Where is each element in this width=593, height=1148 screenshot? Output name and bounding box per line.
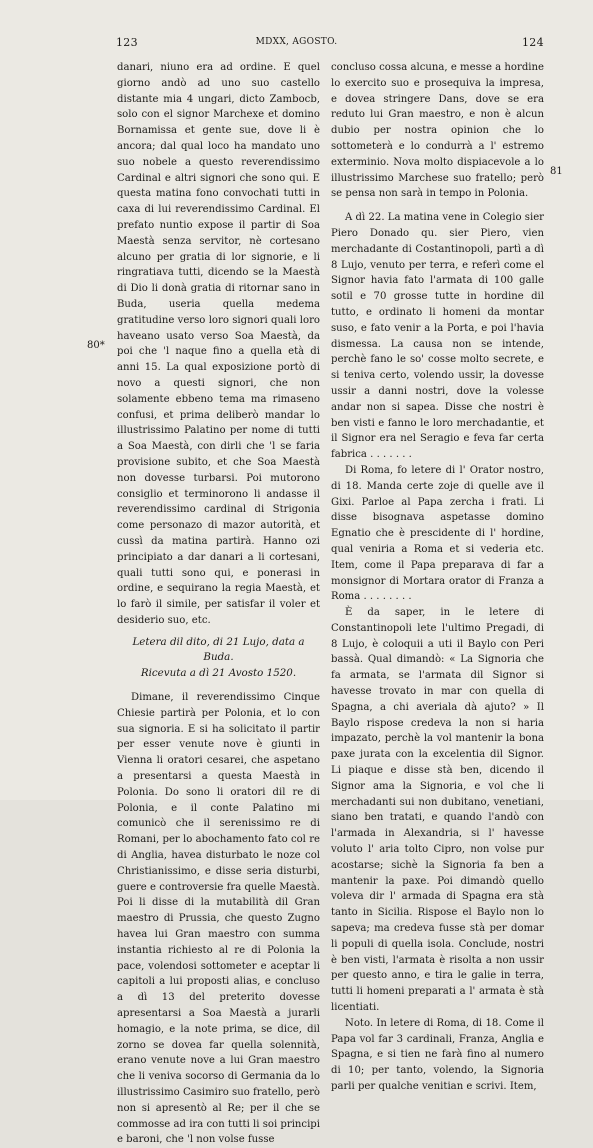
running-head: MDXX, AGOSTO. — [255, 37, 338, 47]
left-column — [117, 60, 320, 1148]
page-number-left: 123 — [116, 36, 138, 49]
letter-heading-line-1: Letera dil dito, di 21 Lujo, data a Buda. — [132, 635, 305, 664]
margin-column-number-left: 80* — [87, 340, 105, 351]
left-paragraph-2: Dimane, il reverendissimo Cinque Chiesie partirà per Polonia, et lo con sua signoria. E si ha solicitato il partir per esser venute nove è giunti in Vienna li oratori cesarei, che aspetano a presentarsi a questa Maestà in Polonia. Do sono li oratori dil re di Polonia, e il conte Palatino mi comunicò che il serenissimo re di Romani, per lo abochamento fato col re di Anglia, havea disturbato le noze col Christianissimo, e disse seria disturbi, guere e controversie fra quelle Maestà. Poi li disse di la mutabilità dil Gran maestro di Prussia, che questo Zugno havea lui Gran maestro con summa instantia richiesto al re di Polonia la pace, volendosi sottometer e aceptar li capitoli a lui proposti alias, e concluso a dì 13 del preterito dovesse apresentarsi a Soa Maestà a jurarli homagio, e la note prima, se dice, dil zorno se dovea far quella solennità, erano venute nove a lui Gran maestro che li veniva socorso di Germania da lo illustrissimo Casimiro suo fratello, però non si apresentò al Re; per il che se commosse ad ira con tutti li soi principi e baroni, che 'l non volse fusse — [117, 692, 320, 1146]
right-paragraph-4: È da saper, in le letere di Constantinopoli lete l'ultimo Pregadi, di 8 Lujo, è coloquii a uti il Baylo con Peri bassà. Qual dimandò: « La Signoria che fa armata, se l'armata dil Signor si havesse trovato in mar con quella di Spagna, a chi averiala dà ajuto? » Il Baylo rispose credeva la non si haria impazato, perchè la vol mantenir la bona paxe jurata con la excelentia dil Signor. Li piaque e disse stà ben, dicendo il Signor ama la Signoria, e vol che li merchadanti sui non dubitano, venetiani, siano ben tratati, e quando l'andò con l'armada in Alexandria, si l' havesse voluto l' aria tolto Cipro, non volse pur acostarse; sichè la Signoria fa ben a mantenir la paxe. Poi dimandò quello voleva dir l' armada di Spagna era stà tanto in Sicilia. Rispose el Baylo non lo sapeva; ma credeva fusse stà per domar li populi di quella isola. Conclude, nostri è ben visti, l'armata è risolta a non ussir per questo anno, e tira le galie in terra, tutti li homeni preparati a l' armata è stà licentiati. — [331, 607, 544, 1014]
letter-heading — [117, 635, 320, 682]
page-number-right: 124 — [522, 36, 544, 49]
right-paragraph-5: Noto. In letere di Roma, di 18. Come il Papa vol far 3 cardinali, Franza, Anglia e Spagna, e si tien ne farà fino al numero di 10; per tanto, volendo, la Signoria parli per qualche venitian e scrivi. Item, — [331, 1017, 544, 1092]
right-paragraph-2: A dì 22. La matina vene in Colegio sier Piero Donado qu. sier Piero, vien merchadante di Costantinopoli, partì a dì 8 Lujo, venuto per terra, e referì come el Signor havia fato l'armata di 100 galle sotil e 70 grosse tutte in hordine dil tutto, e ordinato li homeni da montar suso, e fato venir a la Porta, e poi l'havia dismessa. La causa non se intende, perchè fano le so' cosse molto secrete, e si teniva certo, volendo ussir, la dovesse ussir a danni nostri, dove la volesse andar non si sapea. Disse che nostri è ben visti e fanno le loro merchadantie, et il Signor era nel Seragio e feva far certa fabrica . . . . . . . — [331, 212, 544, 461]
left-paragraph-1: danari, niuno era ad ordine. E quel giorno andò ad uno suo castello distante mia 4 ungari, dicto Zambocb, solo con el signor Marchexe et domino Bornamissa et gente sue, dove li è ancora; dal qual loco ha mandato uno suo nobele a questo reverendissimo Cardinal e altri signori che sono qui. E questa matina fono convochati tutti in caxa di lui reverendissimo Cardinal. El prefato nuntio expose il partir di Soa Maestà senza servitor, nè cortesano alcuno per gratia di lor signorie, e li ringratiava tutti, dicendo se la Maestà di Dio li donà gratia di ritornar sano in Buda, useria quella medema gratitudine verso loro signori quali loro haveano usato verso Soa Maestà, da poi che 'l naque fino a quella età di anni 15. La qual exposizione portò di novo a questi signori, che non solamente ebbeno tema ma rimaseno confusi, et prima deliberò mandar lo illustrissimo Palatino per nome di tutti a Soa Maestà, con dirli che 'l se faria provisione subito, et che Soa Maestà non dovesse turbarsi. Poi mutorono consiglio et terminorono li andasse il reverendissimo cardinal di Strigonia come personazo di mazor autorità, et cussì da matina partirà. Hanno ozi principiato a dar danari a li cortesani, quali tutti sono qui, e ponerasi in ordine, e sequirano la regia Maestà, et lo farò il simile, per satisfar il voler et desiderio suo, etc. — [117, 62, 320, 626]
page-header — [0, 36, 593, 52]
right-paragraph-3: Di Roma, fo letere di l' Orator nostro, di 18. Manda certe zoje di quelle ave il Gixi. Parloe al Papa zercha i frati. Li disse bisognava aspetasse domino Egnatio che è prescidente di l' hordine, qual veniria a Roma et si vederia etc. Item, come il Papa preparava di far a monsignor di Mortara orator di Franza a Roma . . . . . . . . — [331, 464, 544, 603]
right-column — [331, 60, 544, 1095]
right-paragraph-1: concluso cossa alcuna, e messe a hordine lo exercito suo e prosequiva la impresa, e dovea stringere Dans, dove se era reduto lui Gran maestro, e non è alcun dubio per nostra opinion che lo sottometerà e lo condurrà a l' estremo exterminio. Nova molto dispiacevole a lo illustrissimo Marchese suo fratello; però se pensa non sarà in tempo in Polonia. — [331, 62, 544, 200]
margin-column-number-right: 81 — [550, 166, 563, 177]
letter-heading-line-2: Ricevuta a dì 21 Avosto 1520. — [140, 667, 297, 680]
